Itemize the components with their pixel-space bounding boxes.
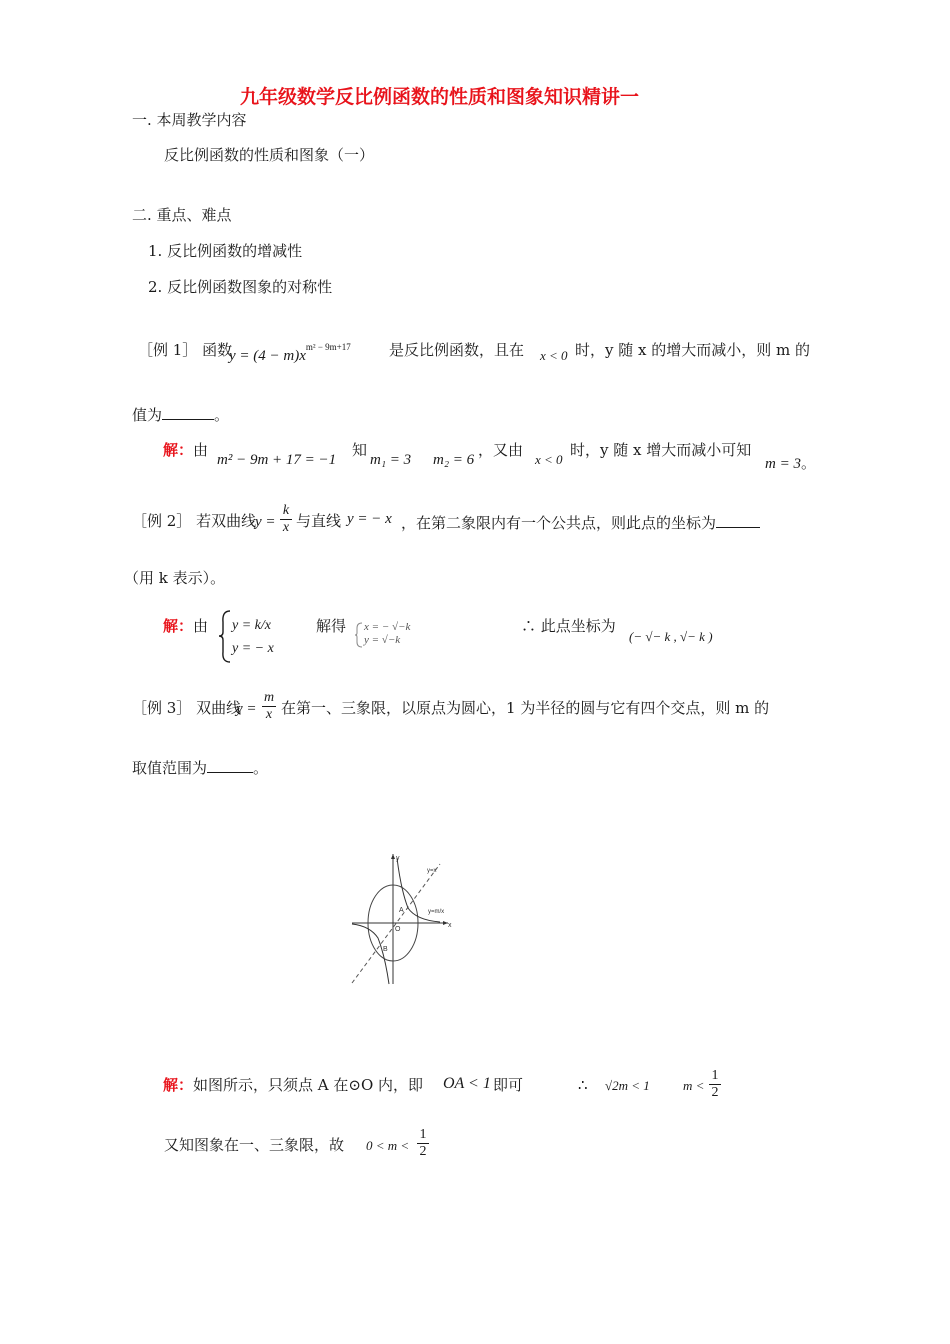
section-2-item-2: 2. 反比例函数图象的对称性: [148, 278, 333, 296]
ex1-solution-equation: m² − 9m + 17 = −1: [217, 452, 337, 468]
ex1-mid-text: 是反比例函数，且在: [389, 341, 525, 359]
ex3-y-eq: y =: [236, 701, 257, 717]
ex2-answer-blank: [716, 511, 760, 528]
ex1-m2: m₂ = 6: [433, 452, 475, 468]
ex1-know: 知: [352, 441, 368, 459]
ex3-solution: 解：如图所示，只须点 A 在⊙O 内，即: [163, 1076, 424, 1094]
ex1-condition: x < 0: [540, 348, 568, 363]
section-1-heading: 一. 本周教学内容: [132, 111, 247, 129]
ex1-solution-mid: ，又由: [478, 441, 524, 459]
figure-y-label: y: [396, 855, 400, 862]
ex2-result-eq1: x = − √−k: [364, 621, 411, 633]
ex2-system-eq1: y = k/x: [232, 618, 271, 633]
ex1-solution: 解：由: [163, 441, 209, 459]
ex2-solve-word: 解得: [316, 617, 347, 635]
ex2-fraction: k x: [280, 503, 292, 536]
ex3-fraction: m x: [263, 690, 275, 722]
ex3-line3: 又知图象在一、三象限，故: [164, 1136, 345, 1154]
section-2-item-1: 1. 反比例函数的增减性: [148, 242, 303, 260]
ex3-answer-blank: [207, 756, 253, 773]
figure-point-b: B: [383, 946, 388, 953]
ex1-line2: 值为 。: [132, 403, 229, 425]
ex3-m-less: m <: [683, 1078, 705, 1093]
ex3-post: 在第一、三象限，以原点为圆心，1 为半径的圆与它有四个交点，则 m 的: [281, 699, 770, 717]
ex3-therefore: ∴: [578, 1076, 588, 1094]
ex2-line: y = − x: [347, 511, 392, 527]
ex2-intro: ［例 2］ 若双曲线: [132, 512, 257, 530]
figure-point-a: A: [399, 907, 404, 914]
ex3-figure: [350, 850, 460, 986]
ex3-half: 1 2: [709, 1068, 721, 1101]
ex3-solution-end: 即可: [493, 1076, 524, 1094]
ex3-solution-inequality: OA < 1: [443, 1075, 491, 1092]
ex2-point: (− √− k , √− k ): [629, 629, 713, 644]
ex2-line2: （用 k 表示）。: [124, 569, 226, 587]
ex1-intro: ［例 1］ 函数: [138, 341, 233, 359]
ex1-m1: m₁ = 3: [370, 452, 412, 468]
ex3-range: 0 < m <: [366, 1138, 410, 1153]
ex2-therefore: ∴ 此点坐标为: [521, 617, 616, 635]
ex1-solution-post: 时，y 随 x 增大而减小可知: [570, 441, 752, 459]
section-2-heading: 二. 重点、难点: [132, 206, 232, 224]
ex2-result-brace: [355, 622, 363, 648]
section-1-content: 反比例函数的性质和图象（一）: [164, 146, 375, 164]
ex2-mid: 与直线: [296, 512, 342, 530]
ex2-solution: 解：由: [163, 617, 209, 635]
figure-x-label: x: [448, 922, 452, 929]
ex3-sqrt-inequality: √2m < 1: [605, 1078, 650, 1093]
ex2-post: ，在第二象限内有一个公共点，则此点的坐标为: [401, 511, 760, 533]
ex2-result-eq2: y = √−k: [364, 634, 401, 646]
ex1-solution-condition: x < 0: [535, 452, 563, 467]
ex1-answer: m = 3。: [765, 456, 816, 472]
ex1-post-text: 时，y 随 x 的增大而减小，则 m 的: [575, 341, 810, 359]
ex3-intro: ［例 3］ 双曲线: [132, 699, 242, 717]
ex2-system-eq2: y = − x: [232, 641, 274, 656]
figure-line-label: y=x: [427, 868, 437, 874]
ex1-answer-blank: [162, 403, 214, 420]
page-title: 九年级数学反比例函数的性质和图象知识精讲一: [240, 86, 640, 108]
figure-curve-label: y=m/x: [428, 909, 445, 915]
ex2-y-eq: y =: [255, 514, 276, 530]
figure-origin-label: O: [395, 926, 401, 933]
ex3-line2: 取值范围为 。: [132, 756, 268, 778]
ex1-formula: $y = (4 - m)x^{m^2 - 9m+17}$: [229, 342, 351, 364]
ex3-range-half: 1 2: [417, 1127, 429, 1160]
